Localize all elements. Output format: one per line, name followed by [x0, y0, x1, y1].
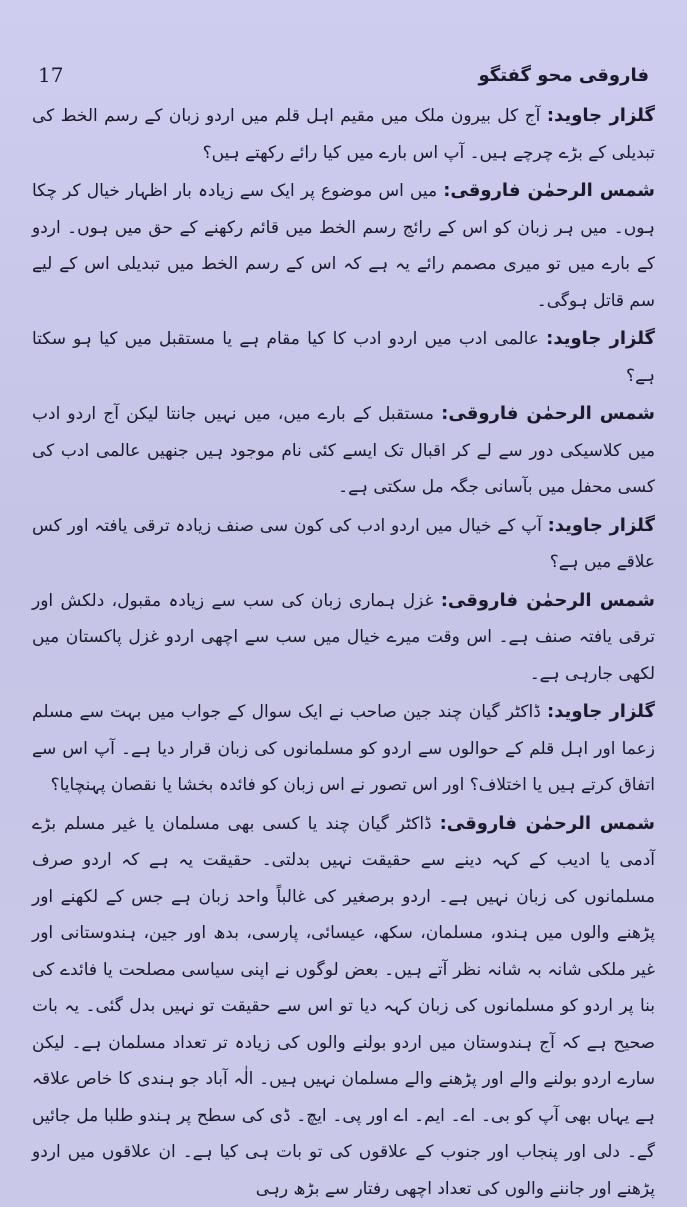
paragraph-text: آپ کے خیال میں اردو ادب کی کون سی صنف زیادہ ترقی یافتہ اور کس علاقے میں ہے؟: [32, 516, 655, 573]
question-paragraph: [32, 321, 655, 394]
question-paragraph: [32, 694, 655, 804]
speaker-name: گلزار جاوید:: [547, 701, 655, 722]
paragraph-text: عالمی ادب میں اردو ادب کا کیا مقام ہے یا مستقبل میں کیا ہو سکتا ہے؟: [32, 329, 655, 386]
speaker-name: گلزار جاوید:: [548, 515, 655, 536]
answer-paragraph: [32, 173, 655, 319]
speaker-name: گلزار جاوید:: [546, 328, 655, 349]
answer-paragraph: [32, 396, 655, 506]
speaker-name: شمس الرحمٰن فاروقی:: [443, 180, 655, 201]
speaker-name: شمس الرحمٰن فاروقی:: [441, 590, 655, 611]
answer-paragraph: [32, 583, 655, 693]
question-paragraph: [32, 98, 655, 171]
paragraph-text: ڈاکٹر گیان چند جین صاحب نے ایک سوال کے جواب میں بہت سے مسلم زعما اور اہل قلم کے حوالوں سے اردو کو مسلمانوں کی زبان قرار دیا ہے۔ آپ اس سے اتفاق کرتے ہیں یا اختلاف؟ اور اس تصور نے اس زبان کو فائدہ بخشا یا نقصان پہنچایا؟: [32, 702, 655, 795]
page-number: 17: [38, 63, 63, 87]
speaker-name: گلزار جاوید:: [547, 105, 655, 126]
answer-paragraph: [32, 806, 655, 1207]
question-paragraph: [32, 508, 655, 581]
paragraph-text: میں اس موضوع پر ایک سے زیادہ بار اظہار خیال کر چکا ہوں۔ میں ہر زبان کو اس کے رائج رسم الخط میں قائم رکھنے کے حق میں ہوں۔ اردو کے بارے میں تو میری مصمم رائے یہ ہے کہ اس کے رسم الخط میں تبدیلی اس کے لیے سم قاتل ہوگی۔: [32, 181, 655, 311]
paragraph-text: ڈاکٹر گیان چند یا کسی بھی مسلمان یا غیر مسلم بڑے آدمی یا ادیب کے کہہ دینے سے حقیقت نہیں بدلتی۔ حقیقت یہ ہے کہ اردو صرف مسلمانوں کی زبان نہیں ہے۔ اردو برصغیر کی غالباً واحد زبان ہے جس کے لکھنے اور پڑھنے والوں میں ہندو، مسلمان، سکھ، عیسائی، پارسی، بدھ اور جین، ہندوستانی اور غیر ملکی شانہ بہ شانہ نظر آتے ہیں۔ بعض لوگوں نے اپنی سیاسی مصلحت یا فائدے کی بنا پر اردو کو مسلمانوں کی زبان کہہ دیا تو اس سے حقیقت تو نہیں بدل گئی۔ یہ بات صحیح ہے کہ آج ہندوستان میں اردو بولنے والوں کی زیادہ تر تعداد مسلمان ہے۔ لیکن سارے اردو بولنے والے اور پڑھنے والے مسلمان نہیں ہیں۔ الٰہ آباد جو ہندی کا خاص علاقہ ہے یہاں بھی آپ کو بی۔ اے۔ ایم۔ اے اور پی۔ ایچ۔ ڈی کی سطح پر ہندو طلبا مل جائیں گے۔ دلی اور پنجاب اور جنوب کے علاقوں کی تو بات ہی کیا ہے۔ ان علاقوں میں اردو پڑھنے اور جاننے والوں کی تعداد اچھی رفتار سے بڑھ رہی: [32, 814, 655, 1199]
interview-text: [32, 98, 655, 1062]
paragraph-text: مستقبل کے بارے میں، میں نہیں جانتا لیکن آج اردو ادب میں کلاسیکی دور سے لے کر اقبال تک ایسے کئی نام موجود ہیں جنھیں عالمی ادب کی کسی محفل میں بآسانی جگہ مل سکتی ہے۔: [32, 404, 655, 497]
paragraph-text: غزل ہماری زبان کی سب سے زیادہ مقبول، دلکش اور ترقی یافتہ صنف ہے۔ اس وقت میرے خیال میں سب سے اچھی اردو غزل پاکستان میں لکھی جارہی ہے۔: [32, 591, 655, 684]
speaker-name: شمس الرحمٰن فاروقی:: [440, 813, 655, 834]
paragraph-text: آج کل بیرون ملک میں مقیم اہل قلم میں اردو زبان کے رسم الخط کی تبدیلی کے بڑے چرچے ہیں۔ آپ اس بارے میں کیا رائے رکھتے ہیں؟: [32, 106, 655, 163]
running-title: فاروقی محو گفتگو: [478, 65, 649, 86]
page-header: [38, 58, 649, 92]
speaker-name: شمس الرحمٰن فاروقی:: [441, 403, 655, 424]
